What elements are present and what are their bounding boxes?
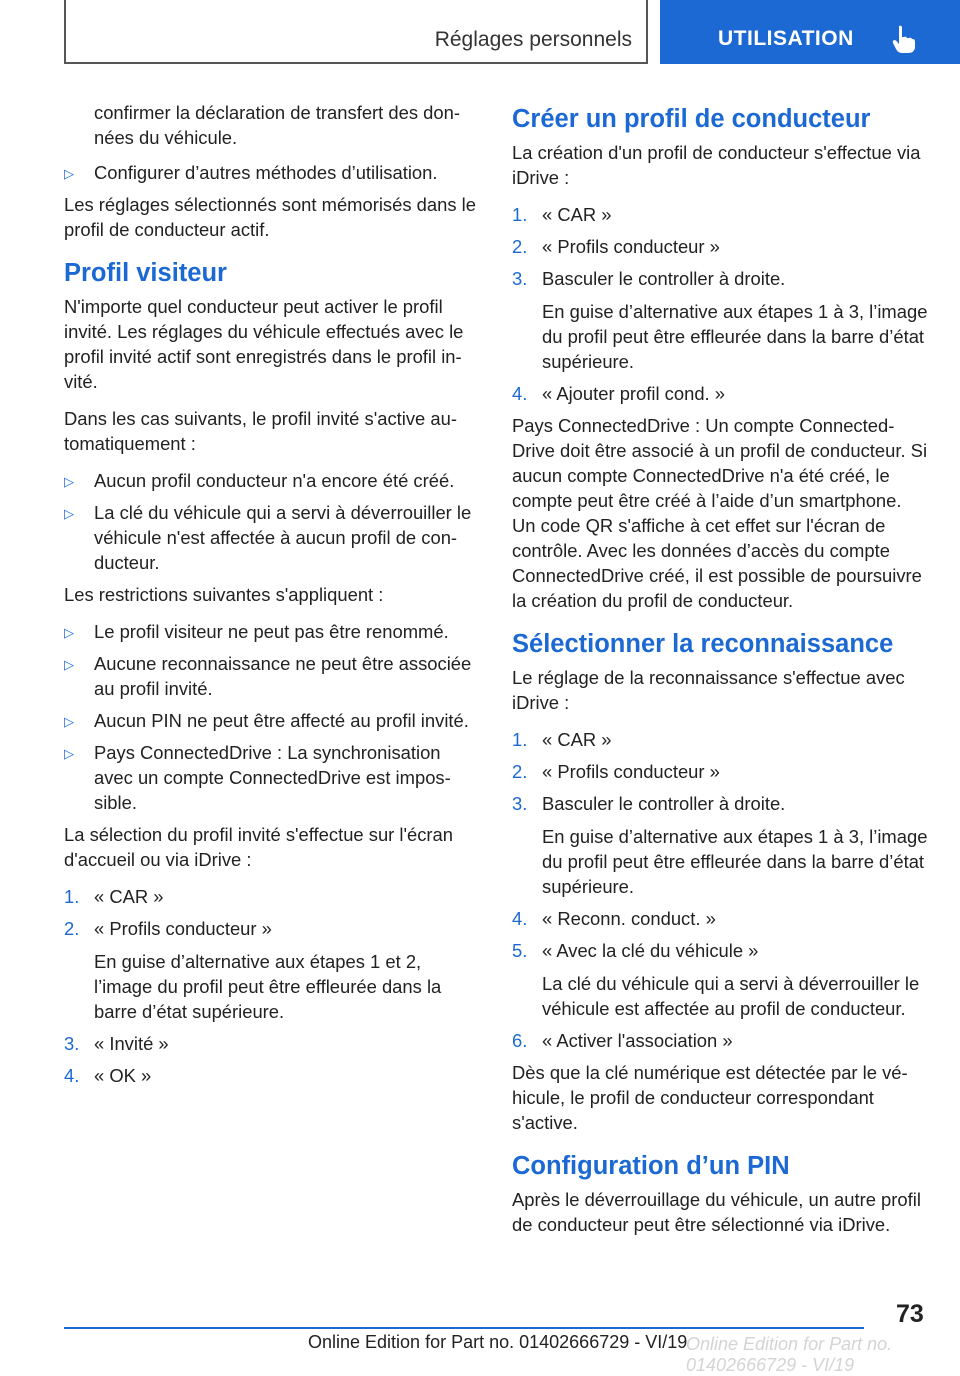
triangle-bullet-icon: ▷ (64, 506, 74, 521)
list-item: ▷ Le profil visiteur ne peut pas être renommé. (64, 619, 480, 644)
paragraph: Dès que la clé numérique est détectée par le véhicule, le profil de conducteur correspondant s'active. (512, 1062, 908, 1133)
step-item: 2. « Profils conducteur » (512, 236, 720, 257)
step-item: 4. « OK » (64, 1065, 152, 1086)
step-item: 2. « Profils conducteur » (512, 761, 720, 782)
paragraph: Le réglage de la reconnaissance s'effectue avec iDrive : (512, 667, 905, 713)
step-note: En guise d’alternative aux étapes 1 à 3, l’image du profil peut être effleurée dans la barre d’état supérieure. (542, 826, 928, 897)
recognition-steps-list (512, 727, 928, 1053)
step-item: 2. « Profils conducteur » En guise d’alternative aux étapes 1 et 2, l’image du profil peut être effleurée dans la barre d’état supérieure. (64, 916, 480, 1024)
triangle-bullet-icon: ▷ (64, 474, 74, 489)
paragraph: La création d'un profil de conducteur s'effectue via iDrive : (512, 142, 921, 188)
header-chapter-tab (660, 0, 960, 64)
step-note: En guise d’alternative aux étapes 1 et 2, l’image du profil peut être effleurée dans la barre d’état supérieure. (94, 951, 442, 1022)
triangle-bullet-icon: ▷ (64, 657, 74, 672)
triangle-bullet-icon: ▷ (64, 746, 74, 761)
paragraph: Dans les cas suivants, le profil invité s'active automatiquement : (64, 408, 457, 454)
step-item: 6. « Activer l'association » (512, 1030, 733, 1051)
paragraph: N'importe quel conducteur peut activer le profil invité. Les réglages du véhicule effectués avec le profil invité actif sont enregistrés dans le profil invité. (64, 296, 464, 392)
step-note: En guise d’alternative aux étapes 1 à 3, l’image du profil peut être effleurée dans la barre d’état supérieure. (542, 301, 928, 372)
heading-creer-profil: Créer un profil de conducteur (512, 105, 871, 133)
triangle-bullet-icon: ▷ (64, 714, 74, 729)
header-section-box (64, 0, 648, 64)
list-item: ▷ Aucun profil conducteur n'a encore été créé. (64, 468, 480, 493)
footer-divider (64, 1327, 864, 1329)
triangle-bullet-icon: ▷ (64, 166, 74, 181)
right-column (512, 100, 928, 1249)
page-number: 73 (896, 1300, 924, 1328)
heading-profil-visiteur: Profil visiteur (64, 259, 227, 287)
list-item: ▷ La clé du véhicule qui a servi à déverrouiller le véhicule n'est affectée à aucun profil de conducteur. (64, 502, 472, 573)
step-item: 3. Basculer le controller à droite. En guise d’alternative aux étapes 1 à 3, l’image du profil peut être effleurée dans la barre d’état supérieure. (512, 268, 928, 372)
step-item: 4. « Ajouter profil cond. » (512, 383, 725, 404)
step-item: 5. « Avec la clé du véhicule » La clé du véhicule qui a servi à déverrouiller le véhicule est affectée au profil de conducteur. (512, 938, 928, 1021)
create-steps-list (512, 202, 928, 406)
header-chapter-label: UTILISATION (718, 27, 854, 50)
step-item: 4. « Reconn. conduct. » (512, 908, 716, 929)
step-item: 3. « Invité » (64, 1033, 169, 1054)
list-item: ▷ Pays ConnectedDrive : La synchronisation avec un compte ConnectedDrive est impossible. (64, 742, 451, 813)
step-item: 3. Basculer le controller à droite. En guise d’alternative aux étapes 1 à 3, l’image du profil peut être effleurée dans la barre d’état supérieure. (512, 793, 928, 897)
step-note: La clé du véhicule qui a servi à déverrouiller le véhicule est affectée au profil de conducteur. (542, 973, 920, 1019)
list-item: ▷ Configurer d’autres méthodes d’utilisation. (64, 160, 480, 185)
paragraph: Les réglages sélectionnés sont mémorisés dans le profil de conducteur actif. (64, 194, 476, 240)
list-item: ▷ Aucune reconnaissance ne peut être associée au profil invité. (64, 653, 472, 699)
paragraph: Pays ConnectedDrive : Un compte ConnectedDrive doit être associé à un profil de conducteur. Si aucun compte ConnectedDrive n'a été créé, le compte peut être créé à l’aide d’un smartphone. Un code QR s'affiche à cet effet sur l'écran de contrôle. Avec les données d’accès du compte ConnectedDrive créé, il est possible de poursuivre la création du profil de conducteur. (512, 415, 928, 611)
paragraph: Après le déverrouillage du véhicule, un autre profil de conducteur peut être sélectionné via iDrive. (512, 1189, 921, 1235)
heading-configuration-pin: Configuration d’un PIN (512, 1152, 790, 1180)
step-item: 1. « CAR » (512, 204, 612, 225)
paragraph: Les restrictions suivantes s'appliquent : (64, 584, 384, 605)
top-bullet-list (64, 160, 480, 185)
continued-bullet-text: confirmer la déclaration de transfert des données du véhicule. (94, 102, 460, 148)
header-section-title: Réglages personnels (434, 28, 632, 51)
footer-edition-text: Online Edition for Part no. 01402666729 - VI/19 (308, 1332, 688, 1352)
list-item: ▷ Aucun PIN ne peut être affecté au profil invité. (64, 708, 480, 733)
guest-steps-list (64, 884, 480, 1088)
left-column (64, 100, 480, 1095)
pointing-hand-icon (888, 24, 918, 54)
restrictions-list (64, 619, 480, 815)
cases-list (64, 468, 480, 575)
paragraph: La sélection du profil invité s'effectue sur l'écran d'accueil ou via iDrive : (64, 824, 454, 870)
footer-watermark: Online Edition for Part no. 01402666729 - VI/19 (686, 1334, 893, 1375)
step-item: 1. « CAR » (512, 729, 612, 750)
heading-selectionner-reconnaissance: Sélectionner la reconnaissance (512, 630, 894, 658)
step-item: 1. « CAR » (64, 886, 164, 907)
triangle-bullet-icon: ▷ (64, 625, 74, 640)
